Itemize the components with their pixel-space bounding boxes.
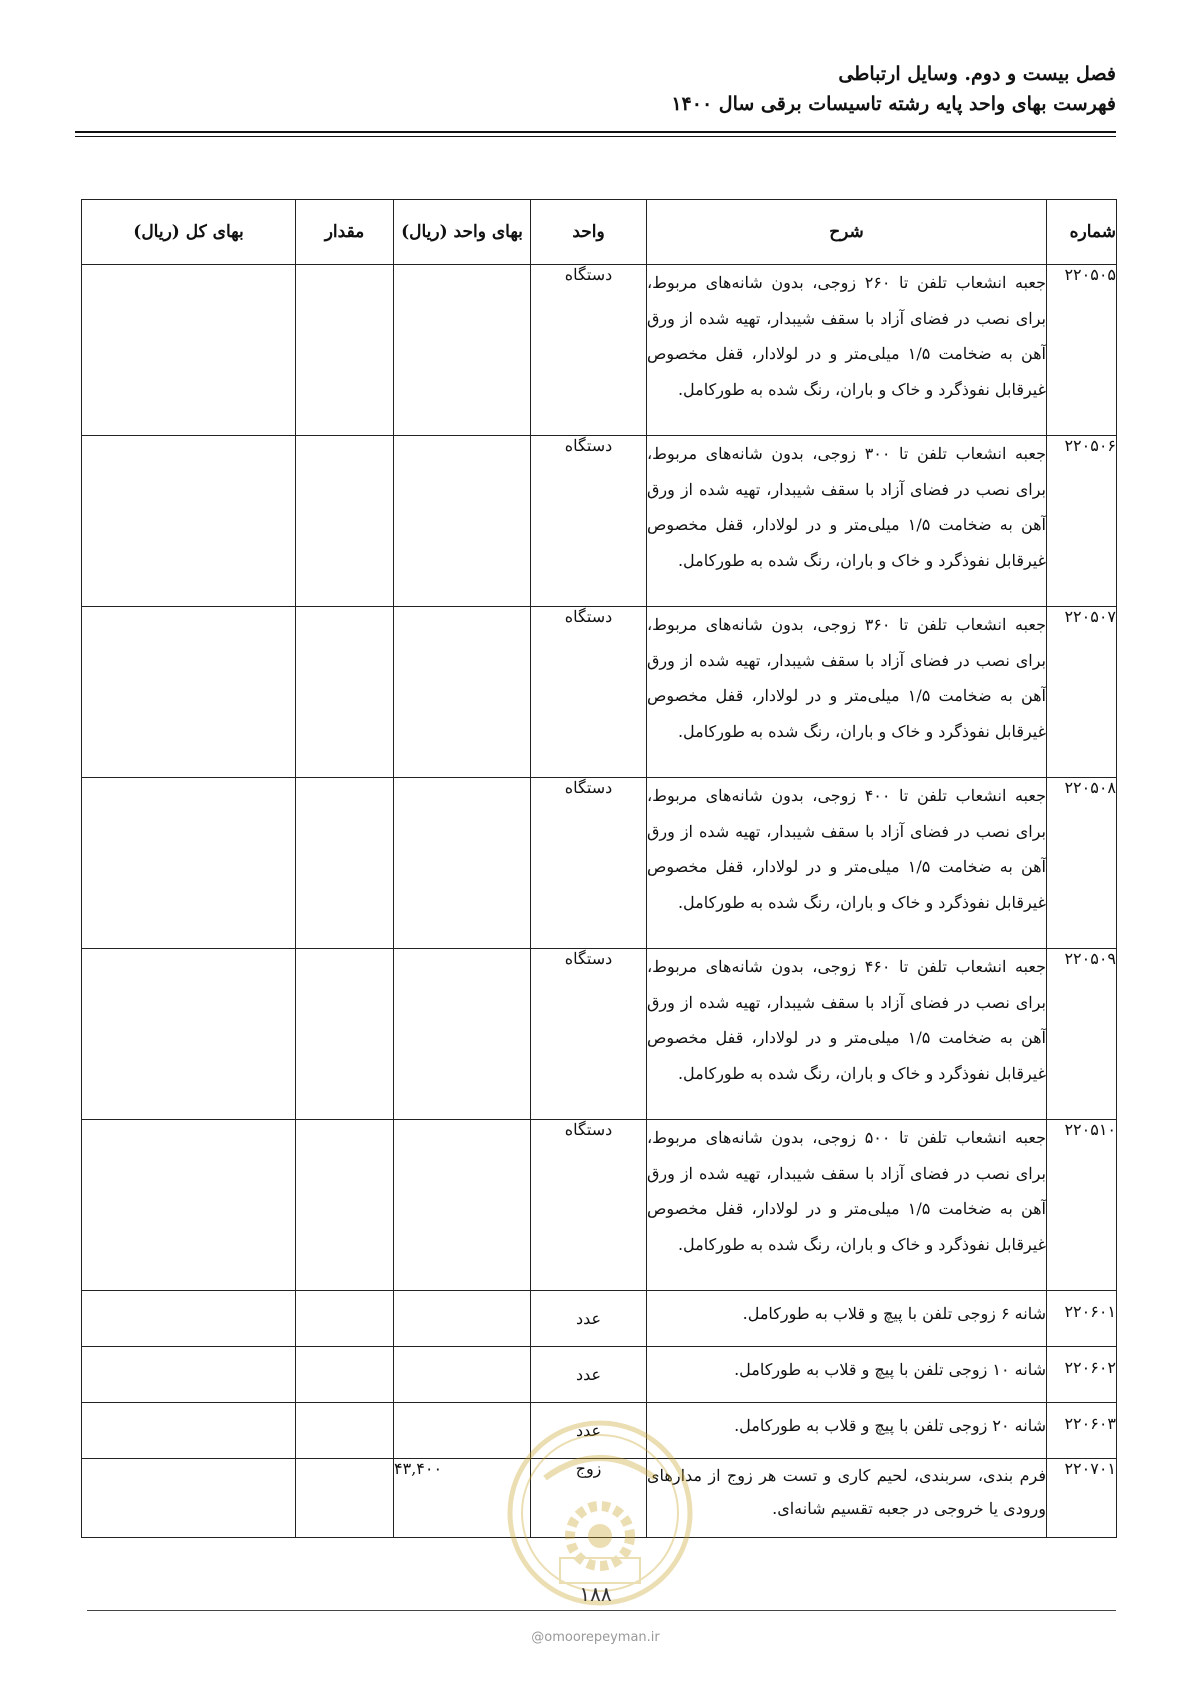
table-row	[82, 949, 1117, 1120]
item-description: شانه ۲۰ زوجی تلفن با پیچ و قلاب به طورکامل.	[647, 1403, 1047, 1459]
col-header-description: شرح	[647, 200, 1047, 265]
item-total-price	[82, 949, 296, 1120]
item-description: جعبه انشعاب تلفن تا ۳۶۰ زوجی، بدون شانه‌های مربوط، برای نصب در فضای آزاد با سقف شیبدار، تهیه شده از ورق آهن به ضخامت ۱/۵ میلی‌متر و در لولادار، قفل مخصوص غیرقابل نفوذگرد و خاک و باران، رنگ شده به طورکامل.	[647, 607, 1047, 778]
table-row	[82, 1120, 1117, 1291]
item-unit: عدد	[531, 1403, 647, 1459]
item-total-price	[82, 1347, 296, 1403]
col-header-quantity: مقدار	[296, 200, 394, 265]
item-quantity	[296, 265, 394, 436]
item-unit-price	[394, 1120, 531, 1291]
item-unit-price	[394, 949, 531, 1120]
item-total-price	[82, 1459, 296, 1538]
table-header-row	[82, 200, 1117, 265]
item-unit: دستگاه	[531, 607, 647, 778]
item-code: ۲۲۰۵۱۰	[1047, 1120, 1117, 1291]
item-unit-price	[394, 436, 531, 607]
item-unit: عدد	[531, 1291, 647, 1347]
item-code: ۲۲۰۵۰۷	[1047, 607, 1117, 778]
item-unit: عدد	[531, 1347, 647, 1403]
item-unit-price: ۴۳,۴۰۰	[394, 1459, 531, 1538]
item-unit: دستگاه	[531, 949, 647, 1120]
item-unit-price	[394, 1347, 531, 1403]
item-unit-price	[394, 778, 531, 949]
item-total-price	[82, 1291, 296, 1347]
item-description: جعبه انشعاب تلفن تا ۴۰۰ زوجی، بدون شانه‌های مربوط، برای نصب در فضای آزاد با سقف شیبدار، تهیه شده از ورق آهن به ضخامت ۱/۵ میلی‌متر و در لولادار، قفل مخصوص غیرقابل نفوذگرد و خاک و باران، رنگ شده به طورکامل.	[647, 778, 1047, 949]
item-quantity	[296, 778, 394, 949]
item-description: شانه ۶ زوجی تلفن با پیچ و قلاب به طورکامل.	[647, 1291, 1047, 1347]
item-total-price	[82, 1403, 296, 1459]
item-total-price	[82, 265, 296, 436]
item-quantity	[296, 1403, 394, 1459]
item-code: ۲۲۰۶۰۲	[1047, 1347, 1117, 1403]
item-quantity	[296, 1120, 394, 1291]
item-quantity	[296, 607, 394, 778]
item-code: ۲۲۰۶۰۱	[1047, 1291, 1117, 1347]
item-unit: زوج	[531, 1459, 647, 1538]
item-code: ۲۲۰۵۰۹	[1047, 949, 1117, 1120]
item-unit: دستگاه	[531, 778, 647, 949]
item-unit: دستگاه	[531, 265, 647, 436]
header-rule-thick	[75, 131, 1116, 133]
table-row	[82, 778, 1117, 949]
item-description: جعبه انشعاب تلفن تا ۴۶۰ زوجی، بدون شانه‌های مربوط، برای نصب در فضای آزاد با سقف شیبدار، تهیه شده از ورق آهن به ضخامت ۱/۵ میلی‌متر و در لولادار، قفل مخصوص غیرقابل نفوذگرد و خاک و باران، رنگ شده به طورکامل.	[647, 949, 1047, 1120]
item-unit-price	[394, 607, 531, 778]
item-code: ۲۲۰۷۰۱	[1047, 1459, 1117, 1538]
item-total-price	[82, 1120, 296, 1291]
item-unit: دستگاه	[531, 1120, 647, 1291]
page-number: ۱۸۸	[579, 1582, 612, 1606]
item-quantity	[296, 1347, 394, 1403]
table-row	[82, 265, 1117, 436]
seal-watermark-icon	[505, 1418, 695, 1608]
table-row	[82, 1347, 1117, 1403]
item-quantity	[296, 949, 394, 1120]
item-quantity	[296, 436, 394, 607]
price-list-table	[81, 199, 1117, 1538]
item-unit-price	[394, 265, 531, 436]
table-row	[82, 607, 1117, 778]
item-unit: دستگاه	[531, 436, 647, 607]
col-header-total-price: بهای کل (ریال)	[82, 200, 296, 265]
item-quantity	[296, 1459, 394, 1538]
item-total-price	[82, 607, 296, 778]
item-quantity	[296, 1291, 394, 1347]
table-row	[82, 1291, 1117, 1347]
chapter-title: فصل بیست و دوم. وسایل ارتباطی	[838, 63, 1116, 85]
site-watermark: @omoorepeyman.ir	[531, 1630, 660, 1645]
table-row	[82, 436, 1117, 607]
item-total-price	[82, 436, 296, 607]
item-description: جعبه انشعاب تلفن تا ۳۰۰ زوجی، بدون شانه‌های مربوط، برای نصب در فضای آزاد با سقف شیبدار، تهیه شده از ورق آهن به ضخامت ۱/۵ میلی‌متر و در لولادار، قفل مخصوص غیرقابل نفوذگرد و خاک و باران، رنگ شده به طورکامل.	[647, 436, 1047, 607]
page-header	[75, 60, 1116, 118]
item-description: جعبه انشعاب تلفن تا ۲۶۰ زوجی، بدون شانه‌های مربوط، برای نصب در فضای آزاد با سقف شیبدار، تهیه شده از ورق آهن به ضخامت ۱/۵ میلی‌متر و در لولادار، قفل مخصوص غیرقابل نفوذگرد و خاک و باران، رنگ شده به طورکامل.	[647, 265, 1047, 436]
item-code: ۲۲۰۵۰۸	[1047, 778, 1117, 949]
header-rule-thin	[75, 136, 1116, 137]
item-description: جعبه انشعاب تلفن تا ۵۰۰ زوجی، بدون شانه‌های مربوط، برای نصب در فضای آزاد با سقف شیبدار، تهیه شده از ورق آهن به ضخامت ۱/۵ میلی‌متر و در لولادار، قفل مخصوص غیرقابل نفوذگرد و خاک و باران، رنگ شده به طورکامل.	[647, 1120, 1047, 1291]
item-unit-price	[394, 1291, 531, 1347]
col-header-unit-price: بهای واحد (ریال)	[394, 200, 531, 265]
col-header-unit: واحد	[531, 200, 647, 265]
item-description: شانه ۱۰ زوجی تلفن با پیچ و قلاب به طورکامل.	[647, 1347, 1047, 1403]
col-header-number: شماره	[1047, 200, 1117, 265]
item-total-price	[82, 778, 296, 949]
item-code: ۲۲۰۵۰۶	[1047, 436, 1117, 607]
item-description: فرم بندی، سربندی، لحیم کاری و تست هر زوج از مدارهای ورودی یا خروجی در جعبه تقسیم شانه‌ای.	[647, 1459, 1047, 1538]
item-code: ۲۲۰۶۰۳	[1047, 1403, 1117, 1459]
document-subtitle: فهرست بهای واحد پایه رشته تاسیسات برقی سال ۱۴۰۰	[671, 93, 1116, 115]
footer-rule	[87, 1610, 1116, 1611]
item-code: ۲۲۰۵۰۵	[1047, 265, 1117, 436]
